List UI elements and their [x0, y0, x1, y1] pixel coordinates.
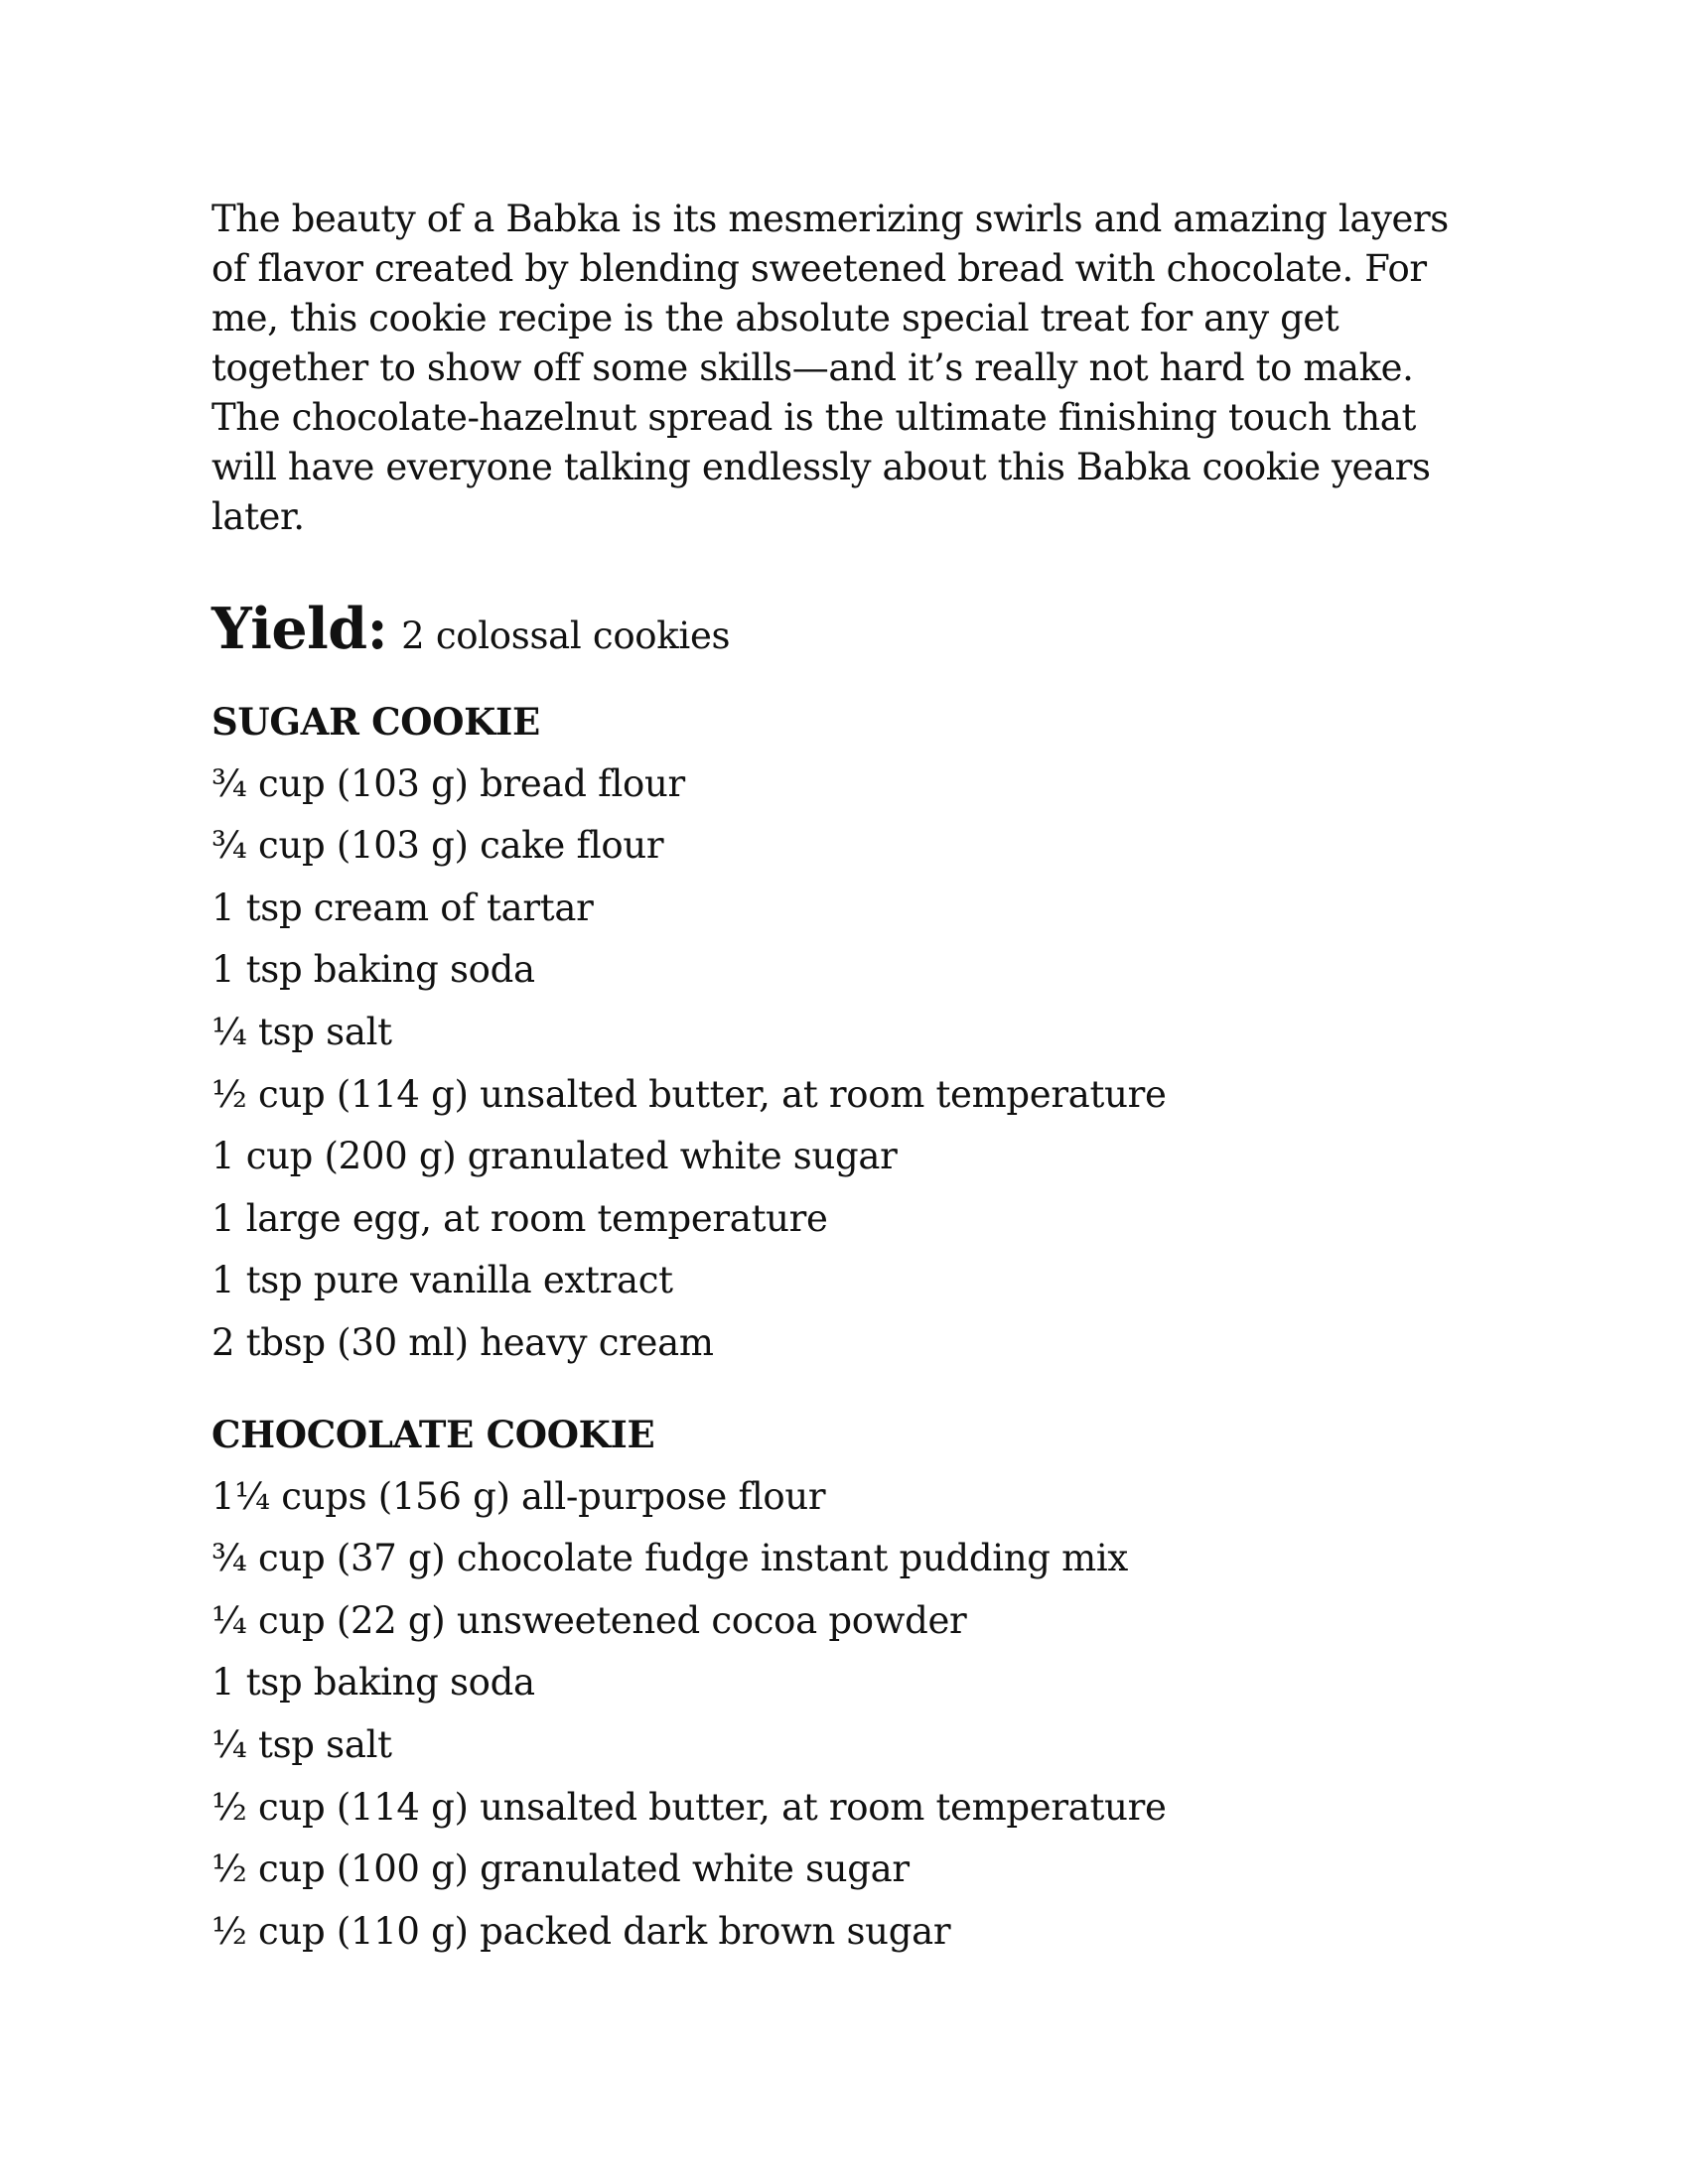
intro-line: me, this cookie recipe is the absolute special treat for any get — [211, 297, 1339, 340]
ingredient-list — [211, 1474, 1502, 1953]
ingredient-item: 1 tsp cream of tartar — [211, 886, 594, 929]
intro-line: later. — [211, 495, 305, 538]
ingredient-item: ¼ cup (22 g) unsweetened cocoa powder — [211, 1598, 967, 1642]
intro-paragraph — [211, 195, 1502, 542]
ingredient-item: 1 tsp baking soda — [211, 948, 535, 992]
ingredient-item: ¾ cup (37 g) chocolate fudge instant pudding mix — [211, 1537, 1128, 1580]
ingredient-item: ¼ tsp salt — [211, 1010, 392, 1053]
ingredient-item: ¾ cup (103 g) cake flour — [211, 824, 664, 868]
intro-line: together to show off some skills—and it’s really not hard to make. — [211, 346, 1414, 389]
yield-value: 2 colossal cookies — [401, 614, 731, 657]
ingredient-item: 1 tsp baking soda — [211, 1661, 535, 1705]
ingredient-item: ¼ tsp salt — [211, 1722, 392, 1766]
ingredient-item: ½ cup (114 g) unsalted butter, at room temperature — [211, 1785, 1167, 1829]
ingredient-item: ½ cup (110 g) packed dark brown sugar — [211, 1909, 951, 1953]
recipe-page — [211, 195, 1502, 1952]
intro-line: The chocolate-hazelnut spread is the ultimate finishing touch that — [211, 396, 1416, 439]
yield-line — [211, 596, 1502, 665]
intro-line: The beauty of a Babka is its mesmerizing swirls and amazing layers — [211, 198, 1449, 240]
ingredient-item: ½ cup (114 g) unsalted butter, at room temperature — [211, 1072, 1167, 1116]
ingredient-item: ¾ cup (103 g) bread flour — [211, 761, 685, 805]
ingredient-item: 1 tsp pure vanilla extract — [211, 1259, 673, 1302]
intro-line: of flavor created by blending sweetened bread with chocolate. For — [211, 247, 1427, 290]
section-title: CHOCOLATE COOKIE — [211, 1412, 655, 1456]
ingredient-item: 1 cup (200 g) granulated white sugar — [211, 1135, 898, 1178]
sugar-cookie-section — [211, 702, 1502, 1363]
intro-line: will have everyone talking endlessly about this Babka cookie years — [211, 446, 1431, 488]
yield-label: Yield: — [211, 596, 388, 662]
ingredient-item: ½ cup (100 g) granulated white sugar — [211, 1847, 910, 1891]
ingredient-item: 1 large egg, at room temperature — [211, 1196, 828, 1240]
ingredient-list — [211, 761, 1502, 1364]
chocolate-cookie-section — [211, 1412, 1502, 1953]
section-title: SUGAR COOKIE — [211, 700, 540, 744]
ingredient-item: 2 tbsp (30 ml) heavy cream — [211, 1320, 714, 1364]
ingredient-item: 1¼ cups (156 g) all-purpose flour — [211, 1474, 826, 1518]
